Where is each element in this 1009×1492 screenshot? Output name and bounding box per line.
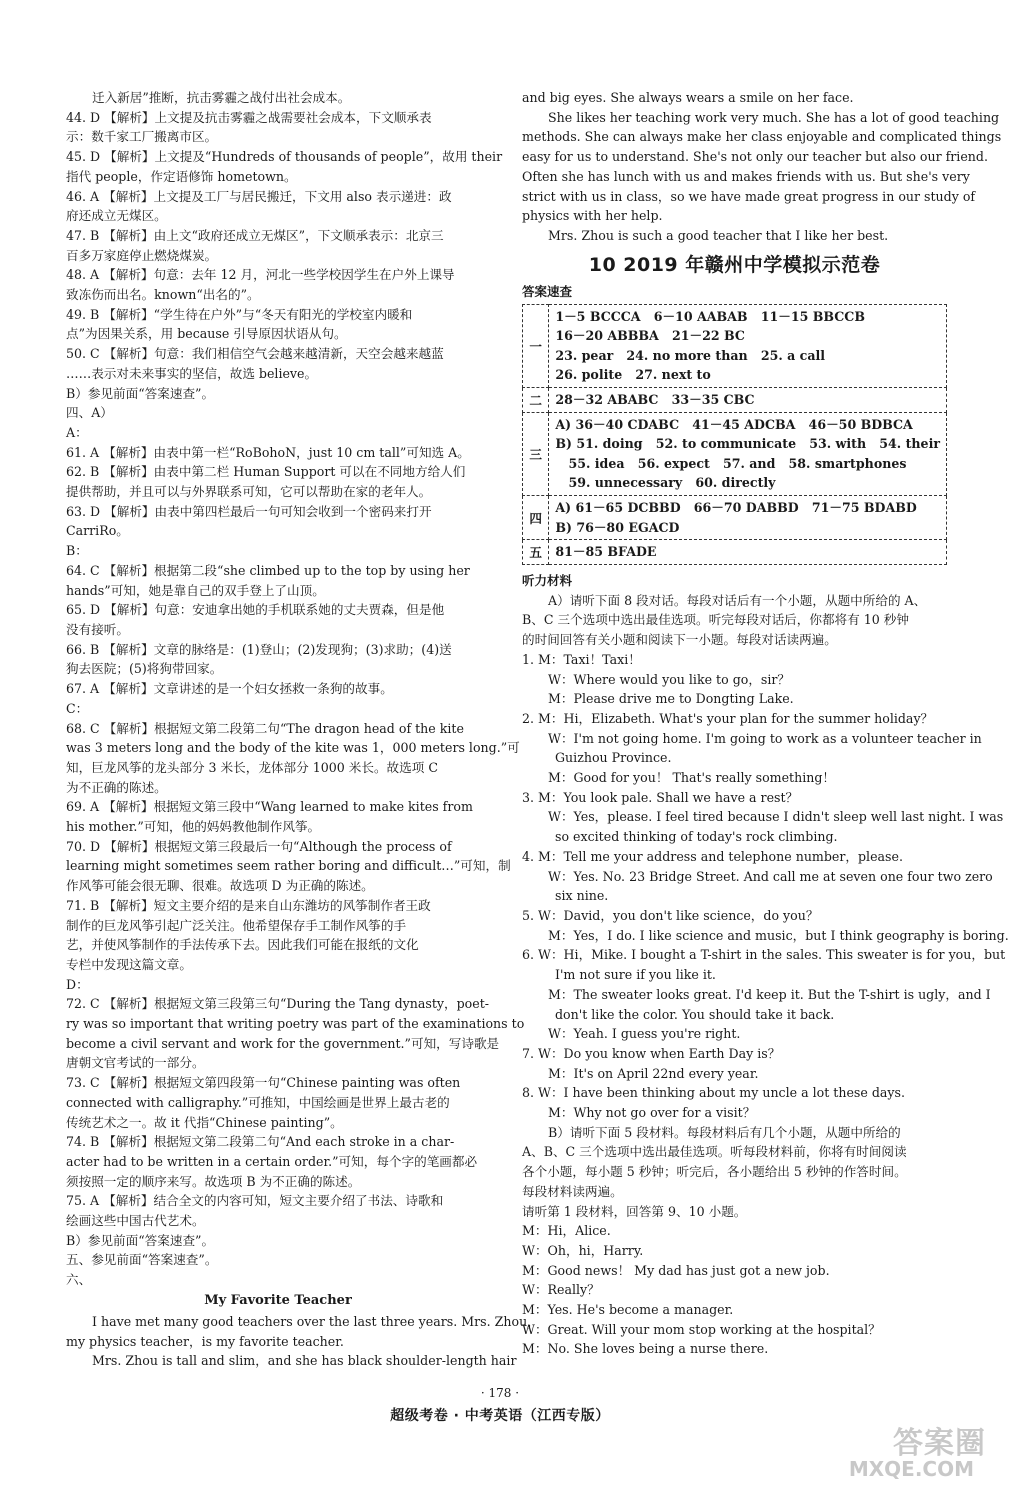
listening-line: 2. M：Hi，Elizabeth. What's your plan for the summer holiday？	[522, 710, 934, 726]
text-line: 唐朝文官考试的一部分。	[66, 1055, 205, 1071]
listening-line: W：Where would you like to go，sir？	[548, 671, 791, 687]
text-line: 71. B 【解析】短文主要介绍的是来自山东潍坊的风筝制作者王政	[66, 897, 431, 913]
listening-line: M：Good for you！ That's really something！	[548, 770, 836, 786]
text-line: his mother.”可知，他的妈妈教他制作风筝。	[66, 819, 321, 835]
listening-line: B）请听下面 5 段材料。每段材料后有几个小题，从题中所给的	[548, 1124, 901, 1140]
text-line: 73. C 【解析】根据短文第四段第一句“Chinese painting was often	[66, 1075, 461, 1091]
listening-line: A）请听下面 8 段对话。每段对话后有一个小题，从题中所给的 A、	[548, 592, 927, 608]
text-line: 狗去医院；(5)将狗带回家。	[66, 661, 223, 677]
listening-line: don't like the color. You should take it back.	[555, 1006, 835, 1022]
text-line: 五、参见前面“答案速查”。	[66, 1252, 218, 1268]
answer-line: 26. polite 27. next to	[555, 367, 711, 383]
answer-line: 55. idea 56. expect 57. and 58. smartphones	[555, 455, 907, 471]
text-line: learning might sometimes seem rather boring and difficult…”可知，制	[66, 858, 511, 874]
text-line: 48. A 【解析】句意：去年 12 月，河北一些学校因学生在户外上课导	[66, 267, 455, 283]
listening-line: 的时间回答有关小题和阅读下一小题。每段对话读两遍。	[522, 632, 837, 648]
answer-line: 81－85 BFADE	[555, 544, 657, 560]
watermark-logo: 答案圈	[893, 1426, 986, 1461]
listening-line: 6. W：Hi，Mike. I bought a T-shirt in the sales. This sweater is for you，but	[522, 947, 1006, 963]
listening-line: M：It's on April 22nd every year.	[548, 1065, 759, 1081]
listening-material	[522, 591, 1009, 1359]
text-line: 为不正确的陈述。	[66, 779, 167, 795]
essay-line: and big eyes. She always wears a smile on her face.	[522, 90, 854, 105]
page-number: · 178 ·	[480, 1386, 520, 1400]
left-column	[66, 88, 540, 1371]
listening-line: I'm not sure if you like it.	[555, 967, 716, 983]
listening-line: W：Oh，hi，Harry.	[522, 1242, 644, 1258]
text-line: 没有接听。	[66, 621, 129, 637]
listening-line: 每段材料读两遍。	[522, 1183, 623, 1199]
essay-line: strict with us in class，so we have made great progress in our study of	[522, 188, 976, 204]
text-line: 66. B 【解析】文章的脉络是：(1)登山；(2)发现狗；(3)求助；(4)送	[66, 641, 452, 657]
listening-line: W：Great. Will your mom stop working at the hospital？	[522, 1321, 881, 1337]
listening-line: six nine.	[555, 888, 609, 904]
text-line: hands”可知，她是靠自己的双手登上了山顶。	[66, 582, 325, 598]
text-line: 百多万家庭停止燃烧煤炭。	[66, 247, 218, 263]
text-line: 知，巨龙风筝的龙头部分 3 米长，龙体部分 1000 米长。故选项 C	[66, 759, 438, 775]
answer-section-values	[549, 304, 947, 387]
text-line: B）参见前面“答案速查”。	[66, 1232, 215, 1248]
text-line: 69. A 【解析】根据短文第三段中“Wang learned to make kites from	[66, 799, 473, 815]
answer-key-heading: 答案速查	[522, 283, 573, 299]
answer-key-table	[522, 304, 947, 565]
essay-line: She likes her teaching work very much. She has a lot of good teaching	[548, 109, 1000, 125]
answer-line: B) 51. doing 52. to communicate 53. with 54. their	[555, 436, 940, 452]
answer-line: 59. unnecessary 60. directly	[555, 475, 776, 491]
listening-line: W：I'm not going home. I'm going to work as a volunteer teacher in	[548, 730, 982, 746]
answer-section-values	[549, 412, 947, 495]
listening-line: 各个小题，每小题 5 秒钟；听完后，各小题给出 5 秒钟的作答时间。	[522, 1164, 907, 1180]
text-line: D：	[66, 976, 89, 992]
text-line: ……表示对未来事实的坚信，故选 believe。	[66, 365, 318, 381]
text-line: 68. C 【解析】根据短文第二段第二句“The dragon head of the kite	[66, 720, 464, 736]
text-line: 艺，并使风筝制作的手法传承下去。因此我们可能在报纸的文化	[66, 937, 419, 953]
essay-line: Mrs. Zhou is such a good teacher that I like her best.	[548, 227, 889, 243]
text-line: A：	[66, 424, 88, 440]
text-line: 62. B 【解析】由表中第二栏 Human Support 可以在不同地方给人们	[66, 464, 466, 480]
answer-section-values	[549, 495, 947, 539]
text-line: 提供帮助，并且可以与外界联系可知，它可以帮助在家的老年人。	[66, 484, 432, 500]
listening-line: W：Yes. No. 23 Bridge Street. And call me at seven one four two zero	[548, 868, 993, 884]
text-line: connected with calligraphy.”可推知，中国绘画是世界上最古老的	[66, 1094, 450, 1110]
answer-row	[523, 304, 947, 387]
footer-title: 超级考卷 · 中考英语（江西专版）	[390, 1408, 610, 1424]
listening-line: M：Why not go over for a visit？	[548, 1105, 756, 1121]
listening-line: M：Good news！ My dad has just got a new job.	[522, 1262, 830, 1278]
listening-line: 8. W：I have been thinking about my uncle a lot these days.	[522, 1085, 905, 1101]
text-line: 46. A 【解析】上文提及工厂与居民搬迁，下文用 also 表示递进：政	[66, 188, 452, 204]
text-line: 50. C 【解析】句意：我们相信空气会越来越清新，天空会越来越蓝	[66, 346, 444, 362]
text-line: my physics teacher，is my favorite teacher.	[66, 1333, 344, 1349]
answer-section-label: 五	[523, 540, 549, 565]
text-line: B）参见前面“答案速查”。	[66, 385, 215, 401]
text-line: 72. C 【解析】根据短文第三段第三句“During the Tang dynasty，poet-	[66, 996, 490, 1012]
text-line: 制作的巨龙风筝引起广泛关注。他希望保存手工制作风筝的手	[66, 917, 407, 933]
answer-line: 28－32 ABABC 33－35 CBC	[555, 392, 755, 407]
essay-line: easy for us to understand. She's not only our teacher but also our friend.	[522, 149, 988, 165]
text-line: 65. D 【解析】句意：安迪拿出她的手机联系她的丈夫贾森，但是他	[66, 602, 445, 618]
section-title: 10 2019 年赣州中学模拟示范卷	[588, 253, 881, 276]
answer-line: B) 76－80 EGACD	[555, 519, 680, 535]
essay-line: Often she has lunch with us and makes friends with us. But she's very	[522, 168, 970, 184]
text-line: 49. B 【解析】“学生待在户外”与“冬天有阳光的学校室内暖和	[66, 306, 413, 322]
answer-row	[523, 412, 947, 495]
answer-line: A) 36－40 CDABC 41－45 ADCBA 46－50 BDBCA	[555, 416, 913, 432]
text-line: 指代 people，作定语修饰 hometown。	[66, 168, 297, 184]
text-line: 74. B 【解析】根据短文第二段第二句“And each stroke in a char-	[66, 1134, 455, 1150]
listening-line: M：The sweater looks great. I'd keep it. But the T-shirt is ugly，and I	[548, 986, 991, 1002]
text-line: 70. D 【解析】根据短文第三段最后一句“Although the process of	[66, 838, 452, 854]
text-line: 须按照一定的顺序来写。故选项 B 为不正确的陈述。	[66, 1173, 361, 1189]
listening-line: W：Really？	[522, 1282, 600, 1298]
listening-line: M：Hi，Alice.	[522, 1223, 611, 1239]
answer-section-label: 二	[523, 388, 549, 413]
listening-line: M：Yes，I do. I like science and music，but I think geography is boring.	[548, 927, 1009, 943]
listening-line: 1. M：Taxi！Taxi！	[522, 651, 641, 667]
listening-line: W：Yes，please. I feel tired because I didn't sleep well last night. I was	[548, 809, 1004, 825]
listening-line: M：Yes. He's become a manager.	[522, 1302, 734, 1318]
listening-line: so excited thinking of today's rock climbing.	[555, 829, 838, 845]
answer-row	[523, 388, 947, 413]
answer-section-values	[549, 388, 947, 413]
text-line: I have met many good teachers over the last three years. Mrs. Zhou，	[92, 1313, 540, 1329]
text-line: 示：数千家工厂搬离市区。	[66, 129, 218, 145]
answer-row	[523, 540, 947, 565]
text-line: B：	[66, 543, 88, 559]
answer-row	[523, 495, 947, 539]
watermark-url: MXQE.COM	[848, 1457, 974, 1481]
text-line: 迁入新居”推断，抗击雾霾之战付出社会成本。	[92, 90, 351, 105]
listening-line: W：Yeah. I guess you're right.	[548, 1026, 741, 1042]
answer-section-values	[549, 540, 947, 565]
answer-section-label: 三	[523, 412, 549, 495]
text-line: 府还成立无煤区。	[66, 208, 167, 224]
text-line: 四、A）	[66, 405, 113, 421]
listening-heading: 听力材料	[522, 572, 573, 588]
text-line: 作风筝可能会很无聊、很难。故选项 D 为正确的陈述。	[66, 878, 374, 894]
answer-line: 16－20 ABBBA 21－22 BC	[555, 328, 745, 344]
listening-line: 4. M：Tell me your address and telephone number，please.	[522, 848, 903, 864]
text-line: 44. D 【解析】上文提及抗击雾霾之战需要社会成本，下文顺承表	[66, 109, 432, 125]
answer-line: 23. pear 24. no more than 25. a call	[555, 347, 826, 363]
text-line: 45. D 【解析】上文提及“Hundreds of thousands of people”，故用 their	[66, 149, 503, 165]
text-line: 47. B 【解析】由上文“政府还成立无煤区”，下文顺承表示：北京三	[66, 227, 444, 243]
listening-line: B、C 三个选项中选出最佳选项。听完每段对话后，你都将有 10 秒钟	[522, 612, 909, 628]
text-line: become a civil servant and work for the government.”可知，写诗歌是	[66, 1035, 500, 1051]
right-column	[522, 88, 1009, 1359]
text-line: acter had to be written in a certain order.”可知，每个字的笔画都必	[66, 1153, 478, 1169]
text-line: was 3 meters long and the body of the kite was 1，000 meters long.”可	[66, 740, 520, 756]
answer-section-label: 一	[523, 304, 549, 387]
text-line: 六、	[66, 1272, 92, 1288]
text-line: My Favorite Teacher	[204, 1292, 352, 1308]
answer-line: A) 61－65 DCBBD 66－70 DABBD 71－75 BDABD	[555, 499, 917, 515]
essay-continuation	[522, 88, 1002, 246]
text-line: C：	[66, 700, 89, 716]
text-line: 传统艺术之一。故 it 代指“Chinese painting”。	[66, 1114, 343, 1130]
text-line: 点”为因果关系，用 because 引导原因状语从句。	[66, 326, 347, 342]
text-line: 75. A 【解析】结合全文的内容可知，短文主要介绍了书法、诗歌和	[66, 1193, 444, 1209]
answer-section-label: 四	[523, 495, 549, 539]
essay-line: methods. She can always make her class enjoyable and complicated things	[522, 129, 1002, 145]
text-line: 致冻伤而出名。known“出名的”。	[66, 287, 260, 303]
text-line: 绘画这些中国古代艺术。	[66, 1213, 205, 1229]
listening-line: Guizhou Province.	[555, 750, 672, 766]
listening-line: 5. W：David，you don't like science，do you？	[522, 908, 819, 923]
text-line: 专栏中发现这篇文章。	[66, 956, 192, 972]
listening-line: M：No. She loves being a nurse there.	[522, 1341, 769, 1357]
listening-line: 3. M：You look pale. Shall we have a rest？	[522, 789, 799, 805]
text-line: 64. C 【解析】根据第二段“she climbed up to the top by using her	[66, 562, 470, 578]
listening-line: 请听第 1 段材料，回答第 9、10 小题。	[522, 1203, 747, 1219]
text-line: ry was so important that writing poetry was part of the examinations to	[66, 1016, 525, 1032]
text-line: 67. A 【解析】文章讲述的是一个妇女拯救一条狗的故事。	[66, 681, 393, 697]
listening-line: M：Please drive me to Dongting Lake.	[548, 691, 794, 707]
text-line: 63. D 【解析】由表中第四栏最后一句可知会收到一个密码来打开	[66, 503, 432, 519]
text-line: 61. A 【解析】由表中第一栏“RoBohoN，just 10 cm tall”可知选 A。	[66, 444, 470, 460]
listening-line: A、B、C 三个选项中选出最佳选项。听每段材料前，你将有时间阅读	[522, 1144, 907, 1160]
text-line: Mrs. Zhou is tall and slim，and she has black shoulder-length hair	[92, 1353, 517, 1369]
listening-line: 7. W：Do you know when Earth Day is？	[522, 1045, 781, 1061]
text-line: CarriRo。	[66, 523, 129, 539]
answer-line: 1－5 BCCCA 6－10 AABAB 11－15 BBCCB	[555, 308, 865, 324]
essay-line: physics with her help.	[522, 208, 663, 224]
